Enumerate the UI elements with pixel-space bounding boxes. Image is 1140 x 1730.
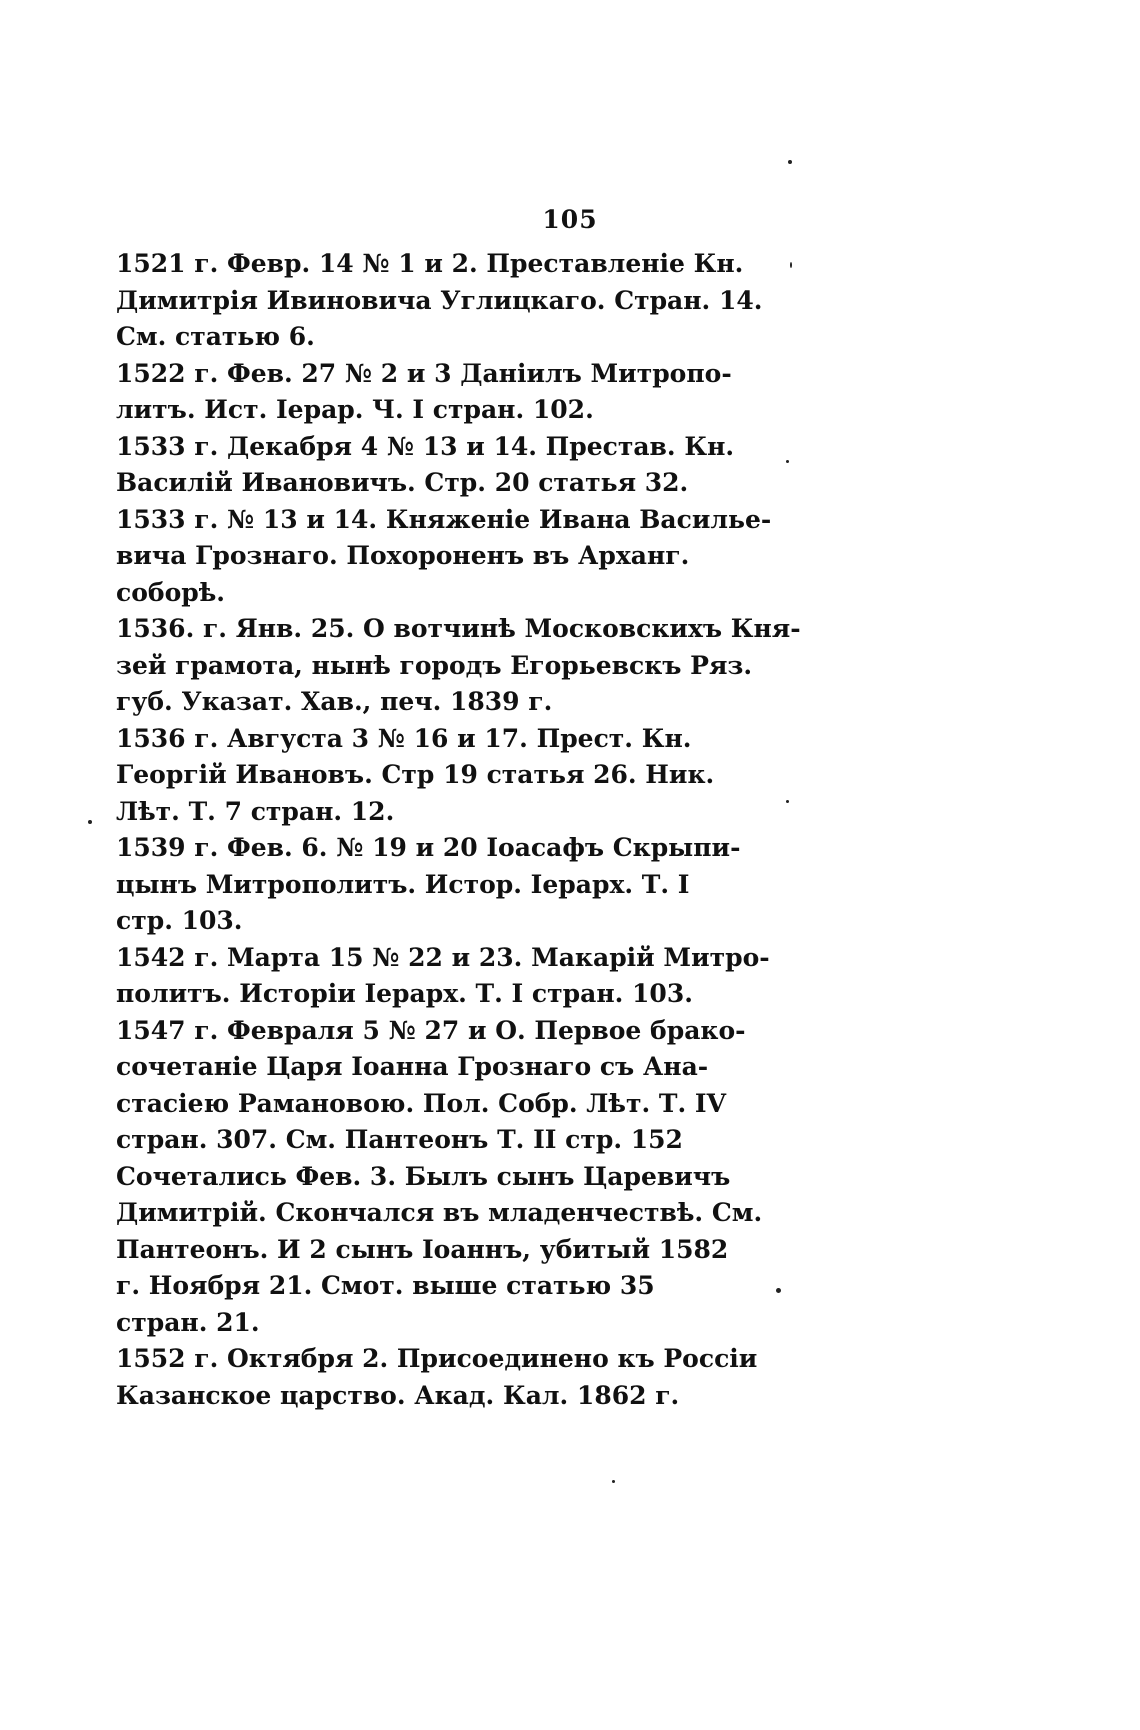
entry-line: вича Грознаго. Похороненъ въ Арханг. (116, 541, 690, 570)
chronology-entry (116, 830, 741, 940)
entry-line: 1521 г. Февр. 14 № 1 и 2. Преставленіе Кн. (116, 249, 744, 278)
scan-speck (786, 800, 789, 803)
entry-line: политъ. Исторіи Іерарх. Т. I стран. 103. (116, 979, 693, 1008)
entry-line: г. Ноября 21. Смот. выше статью 35 (116, 1271, 655, 1300)
entry-line: Василій Ивановичъ. Стр. 20 статья 32. (116, 468, 689, 497)
entry-line: стран. 307. См. Пантеонъ Т. II стр. 152 (116, 1125, 683, 1154)
scan-speck (790, 262, 792, 268)
chronology-entry (116, 356, 732, 429)
chronology-entry (116, 1341, 758, 1414)
entry-line: 1522 г. Фев. 27 № 2 и 3 Даніилъ Митропо- (116, 358, 732, 388)
entry-line: См. статью 6. (116, 322, 315, 351)
entry-line: литъ. Ист. Іерар. Ч. I стран. 102. (116, 395, 594, 424)
chronology-entry (116, 246, 763, 356)
entry-line: губ. Указат. Хав., печ. 1839 г. (116, 687, 553, 716)
entry-line: 1536 г. Августа 3 № 16 и 17. Прест. Кн. (116, 723, 692, 753)
chronology-entry (116, 940, 770, 1013)
chronology-entry (116, 611, 801, 721)
entry-line: Димитрія Ивиновича Углицкаго. Стран. 14. (116, 285, 763, 315)
entry-line: сочетаніе Царя Іоанна Грознаго съ Ана- (116, 1052, 709, 1081)
entry-line: Лѣт. Т. 7 стран. 12. (116, 796, 395, 826)
entry-line: Димитрій. Скончался въ младенчествѣ. См. (116, 1198, 763, 1227)
entry-line: стр. 103. (116, 906, 243, 935)
entry-line: 1536. г. Янв. 25. О вотчинѣ Московскихъ Кня- (116, 614, 801, 643)
scan-speck (776, 1288, 781, 1293)
entry-line: Сочетались Фев. 3. Былъ сынъ Царевичъ (116, 1161, 731, 1191)
entry-line: зей грамота, нынѣ городъ Егорьевскъ Ряз. (116, 650, 753, 680)
entry-line: 1552 г. Октября 2. Присоединено къ Россіи (116, 1344, 758, 1373)
chronology-entry (116, 1013, 763, 1342)
scan-speck (88, 820, 92, 824)
entry-line: Георгій Ивановъ. Стр 19 статья 26. Ник. (116, 760, 715, 789)
entry-line: 1539 г. Фев. 6. № 19 и 20 Іоасафъ Скрыпи- (116, 833, 741, 862)
chronology-entry (116, 502, 772, 612)
chronology-entry (116, 721, 716, 831)
entry-line: 1547 г. Февраля 5 № 27 и О. Первое брако- (116, 1015, 746, 1045)
entry-line: стран. 21. (116, 1307, 260, 1337)
entry-line: 1533 г. № 13 и 14. Княженіе Ивана Василье- (116, 504, 772, 534)
page-number: 105 (542, 205, 598, 234)
entry-line: Пантеонъ. И 2 сынъ Іоаннъ, убитый 1582 (116, 1234, 729, 1264)
scan-speck (612, 1480, 615, 1483)
scan-speck (786, 460, 789, 463)
entry-line: Казанское царство. Акад. Кал. 1862 г. (116, 1380, 680, 1410)
scan-speck (788, 160, 792, 164)
chronology-list (116, 246, 801, 1414)
entry-line: цынъ Митрополитъ. Истор. Іерарх. Т. I (116, 869, 690, 899)
entry-line: 1533 г. Декабря 4 № 13 и 14. Престав. Кн. (116, 431, 735, 461)
entry-line: стасіею Рамановою. Пол. Собр. Лѣт. Т. IV (116, 1088, 726, 1118)
entry-line: 1542 г. Марта 15 № 22 и 23. Макарій Митро- (116, 942, 770, 972)
chronology-entry (116, 429, 735, 502)
entry-line: соборѣ. (116, 577, 226, 607)
